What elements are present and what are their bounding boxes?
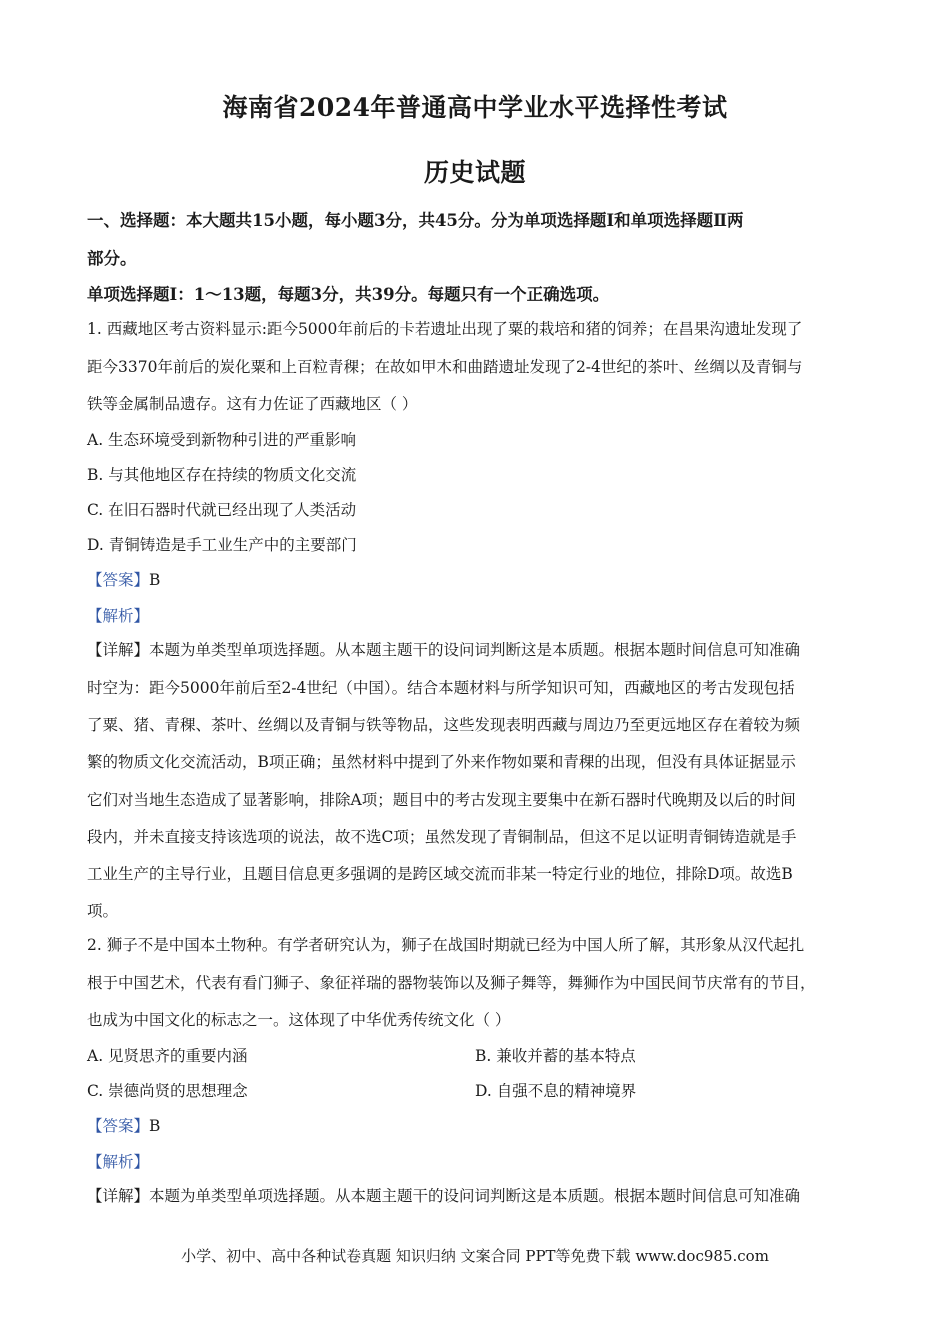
section-heading: 一、选择题：本大题共15小题，每小题3分，共45分。分为单项选择题Ⅰ和单项选择题Ⅱ两: [87, 211, 744, 230]
q1-detail-line: 了粟、猪、青稞、茶叶、丝绸以及青铜与铁等物品，这些发现表明西藏与周边乃至更远地区存在着较为频: [87, 716, 801, 734]
q1-detail-line: 段内，并未直接支持该选项的说法，故不选C项；虽然发现了青铜制品，但这不足以证明青铜铸造就是手: [87, 828, 797, 846]
q1-stem-line: 1. 西藏地区考古资料显示:距今5000年前后的卡若遗址出现了粟的栽培和猪的饲养；在昌果沟遗址发现了: [87, 320, 803, 338]
q1-stem-line: 铁等金属制品遗存。这有力佐证了西藏地区（ ）: [87, 395, 418, 413]
page-footer: 小学、初中、高中各种试卷真题 知识归纳 文案合同 PPT等免费下载 www.doc985.com: [181, 1247, 769, 1265]
section-heading-cont: 部分。: [87, 249, 137, 268]
q2-answer: [87, 1116, 877, 1136]
q1-detail-line: 繁的物质文化交流活动，B项正确；虽然材料中提到了外来作物如粟和青稞的出现，但没有具体证据显示: [87, 753, 796, 771]
q1-detail-line: 【详解】本题为单类型单项选择题。从本题主题干的设问词判断这是本质题。根据本题时间信息可知准确: [87, 641, 801, 659]
q1-detail-line: 它们对当地生态造成了显著影响，排除A项；题目中的考古发现主要集中在新石器时代晚期及以后的时间: [87, 791, 796, 809]
answer-value: B: [149, 571, 161, 589]
q1-detail-line: 项。: [87, 902, 119, 920]
q1-stem-line: 距今3370年前后的炭化粟和上百粒青稞；在故如甲木和曲踏遗址发现了2-4世纪的茶叶、丝绸以及青铜与: [87, 358, 803, 376]
q1-detail-line: 时空为：距今5000年前后至2-4世纪（中国）。结合本题材料与所学知识可知，西藏地区的考古发现包括: [87, 679, 795, 697]
q2-option-c: C. 崇德尚贤的思想理念: [87, 1082, 248, 1100]
answer-value: B: [149, 1117, 161, 1135]
exam-title: 海南省2024年普通高中学业水平选择性考试: [222, 93, 728, 122]
q1-option-b: B. 与其他地区存在持续的物质文化交流: [87, 466, 357, 484]
answer-tag: 【答案】: [87, 1117, 150, 1135]
answer-tag: 【答案】: [87, 571, 150, 589]
q1-analysis-tag: 【解析】: [87, 607, 150, 625]
q1-option-c: C. 在旧石器时代就已经出现了人类活动: [87, 501, 357, 519]
q1-detail-line: 工业生产的主导行业，且题目信息更多强调的是跨区域交流而非某一特定行业的地位，排除D项。故选B: [87, 865, 793, 883]
q2-stem-line: 根于中国艺术，代表有看门狮子、象征祥瑞的器物装饰以及狮子舞等，舞狮作为中国民间节庆常有的节目，: [87, 974, 816, 992]
q1-answer: [87, 570, 877, 590]
q2-detail-line: 【详解】本题为单类型单项选择题。从本题主题干的设问词判断这是本质题。根据本题时间信息可知准确: [87, 1187, 801, 1205]
q2-option-d: D. 自强不息的精神境界: [475, 1082, 637, 1100]
q2-option-a: A. 见贤思齐的重要内涵: [87, 1047, 248, 1065]
exam-subject: 历史试题: [423, 158, 526, 187]
q2-stem-line: 2. 狮子不是中国本土物种。有学者研究认为，狮子在战国时期就已经为中国人所了解，其形象从汉代起扎: [87, 936, 805, 954]
q2-analysis-tag: 【解析】: [87, 1153, 150, 1171]
q2-option-b: B. 兼收并蓄的基本特点: [475, 1047, 636, 1065]
q1-option-a: A. 生态环境受到新物种引进的严重影响: [87, 431, 357, 449]
q1-option-d: D. 青铜铸造是手工业生产中的主要部门: [87, 536, 357, 554]
section-subheading: 单项选择题Ⅰ：1～13题，每题3分，共39分。每题只有一个正确选项。: [87, 285, 610, 304]
q2-stem-line: 也成为中国文化的标志之一。这体现了中华优秀传统文化（ ）: [87, 1011, 511, 1029]
